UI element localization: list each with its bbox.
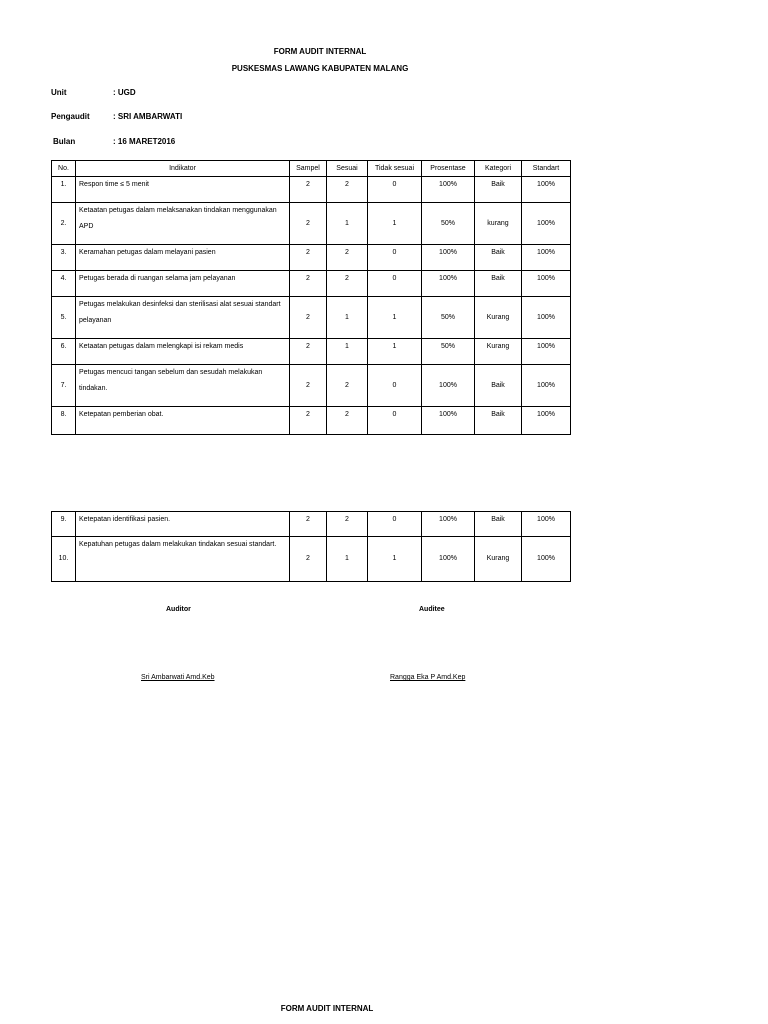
row-prosentase: 50% [422, 297, 475, 339]
row-prosentase: 100% [422, 537, 475, 582]
col-sesuai: Sesuai [327, 161, 368, 177]
auditor-label: Auditor [166, 606, 191, 613]
row-indikator: Kepatuhan petugas dalam melakukan tindakan sesuai standart. [76, 537, 290, 582]
row-sampel: 2 [290, 365, 327, 407]
table-row [52, 365, 571, 407]
table-row [52, 245, 571, 271]
row-prosentase: 100% [422, 177, 475, 203]
col-indikator: Indikator [76, 161, 290, 177]
audit-table [51, 160, 571, 435]
row-sampel: 2 [290, 177, 327, 203]
row-sesuai: 2 [327, 365, 368, 407]
row-indikator: Ketepatan identifikasi pasien. [76, 512, 290, 537]
row-indikator: Petugas melakukan desinfeksi dan sterilisasi alat sesuai standart pelayanan [76, 297, 290, 339]
row-indikator: Keramahan petugas dalam melayani pasien [76, 245, 290, 271]
row-tidak-sesuai: 1 [368, 537, 422, 582]
row-sampel: 2 [290, 203, 327, 245]
row-sesuai: 2 [327, 177, 368, 203]
row-indikator: Ketaatan petugas dalam melengkapi isi rekam medis [76, 339, 290, 365]
row-prosentase: 100% [422, 365, 475, 407]
next-page-title: FORM AUDIT INTERNAL [280, 1004, 374, 1013]
table-header-row [52, 161, 571, 177]
meta-pengaudit-value: : SRI AMBARWATI [113, 112, 183, 121]
row-tidak-sesuai: 0 [368, 365, 422, 407]
row-no: 9. [52, 512, 76, 537]
table-row [52, 297, 571, 339]
row-sesuai: 2 [327, 245, 368, 271]
row-sesuai: 1 [327, 203, 368, 245]
row-no: 1. [52, 177, 76, 203]
row-standart: 100% [522, 203, 571, 245]
row-prosentase: 100% [422, 271, 475, 297]
table-row [52, 271, 571, 297]
row-sesuai: 1 [327, 537, 368, 582]
row-sesuai: 2 [327, 407, 368, 435]
col-standart: Standart [522, 161, 571, 177]
form-subtitle: PUSKESMAS LAWANG KABUPATEN MALANG [231, 64, 409, 73]
row-no: 6. [52, 339, 76, 365]
row-sampel: 2 [290, 537, 327, 582]
row-kategori: kurang [475, 203, 522, 245]
row-tidak-sesuai: 1 [368, 339, 422, 365]
row-prosentase: 100% [422, 245, 475, 271]
row-indikator: Petugas mencuci tangan sebelum dan sesudah melakukan tindakan. [76, 365, 290, 407]
row-standart: 100% [522, 512, 571, 537]
row-kategori: Baik [475, 407, 522, 435]
row-tidak-sesuai: 0 [368, 245, 422, 271]
col-sampel: Sampel [290, 161, 327, 177]
table-row [52, 407, 571, 435]
row-kategori: Kurang [475, 297, 522, 339]
row-indikator: Respon time ≤ 5 menit [76, 177, 290, 203]
row-kategori: Kurang [475, 339, 522, 365]
row-kategori: Baik [475, 512, 522, 537]
row-sampel: 2 [290, 271, 327, 297]
row-tidak-sesuai: 1 [368, 297, 422, 339]
table-row [52, 512, 571, 537]
row-standart: 100% [522, 297, 571, 339]
row-sesuai: 2 [327, 271, 368, 297]
row-standart: 100% [522, 537, 571, 582]
meta-unit-label: Unit [51, 88, 67, 97]
row-kategori: Baik [475, 245, 522, 271]
table-row [52, 203, 571, 245]
row-kategori: Kurang [475, 537, 522, 582]
auditee-name: Rangga Eka P Amd.Kep [390, 674, 466, 681]
row-sampel: 2 [290, 297, 327, 339]
form-title: FORM AUDIT INTERNAL [273, 47, 367, 56]
row-sesuai: 1 [327, 339, 368, 365]
table-row [52, 177, 571, 203]
row-sampel: 2 [290, 512, 327, 537]
row-prosentase: 100% [422, 512, 475, 537]
row-no: 2. [52, 203, 76, 245]
row-sesuai: 2 [327, 512, 368, 537]
row-indikator: Ketepatan pemberian obat. [76, 407, 290, 435]
row-no: 4. [52, 271, 76, 297]
row-no: 7. [52, 365, 76, 407]
col-kategori: Kategori [475, 161, 522, 177]
row-standart: 100% [522, 365, 571, 407]
row-prosentase: 100% [422, 407, 475, 435]
row-sampel: 2 [290, 245, 327, 271]
row-prosentase: 50% [422, 339, 475, 365]
row-standart: 100% [522, 339, 571, 365]
row-standart: 100% [522, 271, 571, 297]
meta-bulan-value: : 16 MARET2016 [113, 137, 176, 146]
row-kategori: Baik [475, 271, 522, 297]
row-standart: 100% [522, 245, 571, 271]
row-no: 5. [52, 297, 76, 339]
meta-unit-value: : UGD [113, 88, 136, 97]
row-tidak-sesuai: 0 [368, 407, 422, 435]
row-no: 3. [52, 245, 76, 271]
row-no: 10. [52, 537, 76, 582]
row-indikator: Petugas berada di ruangan selama jam pelayanan [76, 271, 290, 297]
row-standart: 100% [522, 407, 571, 435]
row-tidak-sesuai: 0 [368, 512, 422, 537]
row-standart: 100% [522, 177, 571, 203]
row-sampel: 2 [290, 407, 327, 435]
col-no: No. [52, 161, 76, 177]
row-tidak-sesuai: 1 [368, 203, 422, 245]
audit-table-continued [51, 511, 571, 582]
row-no: 8. [52, 407, 76, 435]
row-sampel: 2 [290, 339, 327, 365]
row-kategori: Baik [475, 177, 522, 203]
col-tidak-sesuai: Tidak sesuai [368, 161, 422, 177]
row-indikator: Ketaatan petugas dalam melaksanakan tindakan menggunakan APD [76, 203, 290, 245]
table-row [52, 339, 571, 365]
auditee-label: Auditee [419, 606, 445, 613]
auditor-name: Sri Ambarwati Amd.Keb [141, 674, 215, 681]
row-prosentase: 50% [422, 203, 475, 245]
table-row [52, 537, 571, 582]
meta-pengaudit-label: Pengaudit [51, 112, 90, 121]
row-tidak-sesuai: 0 [368, 271, 422, 297]
row-tidak-sesuai: 0 [368, 177, 422, 203]
meta-bulan-label: Bulan [53, 137, 76, 146]
col-prosentase: Prosentase [422, 161, 475, 177]
row-sesuai: 1 [327, 297, 368, 339]
row-kategori: Baik [475, 365, 522, 407]
